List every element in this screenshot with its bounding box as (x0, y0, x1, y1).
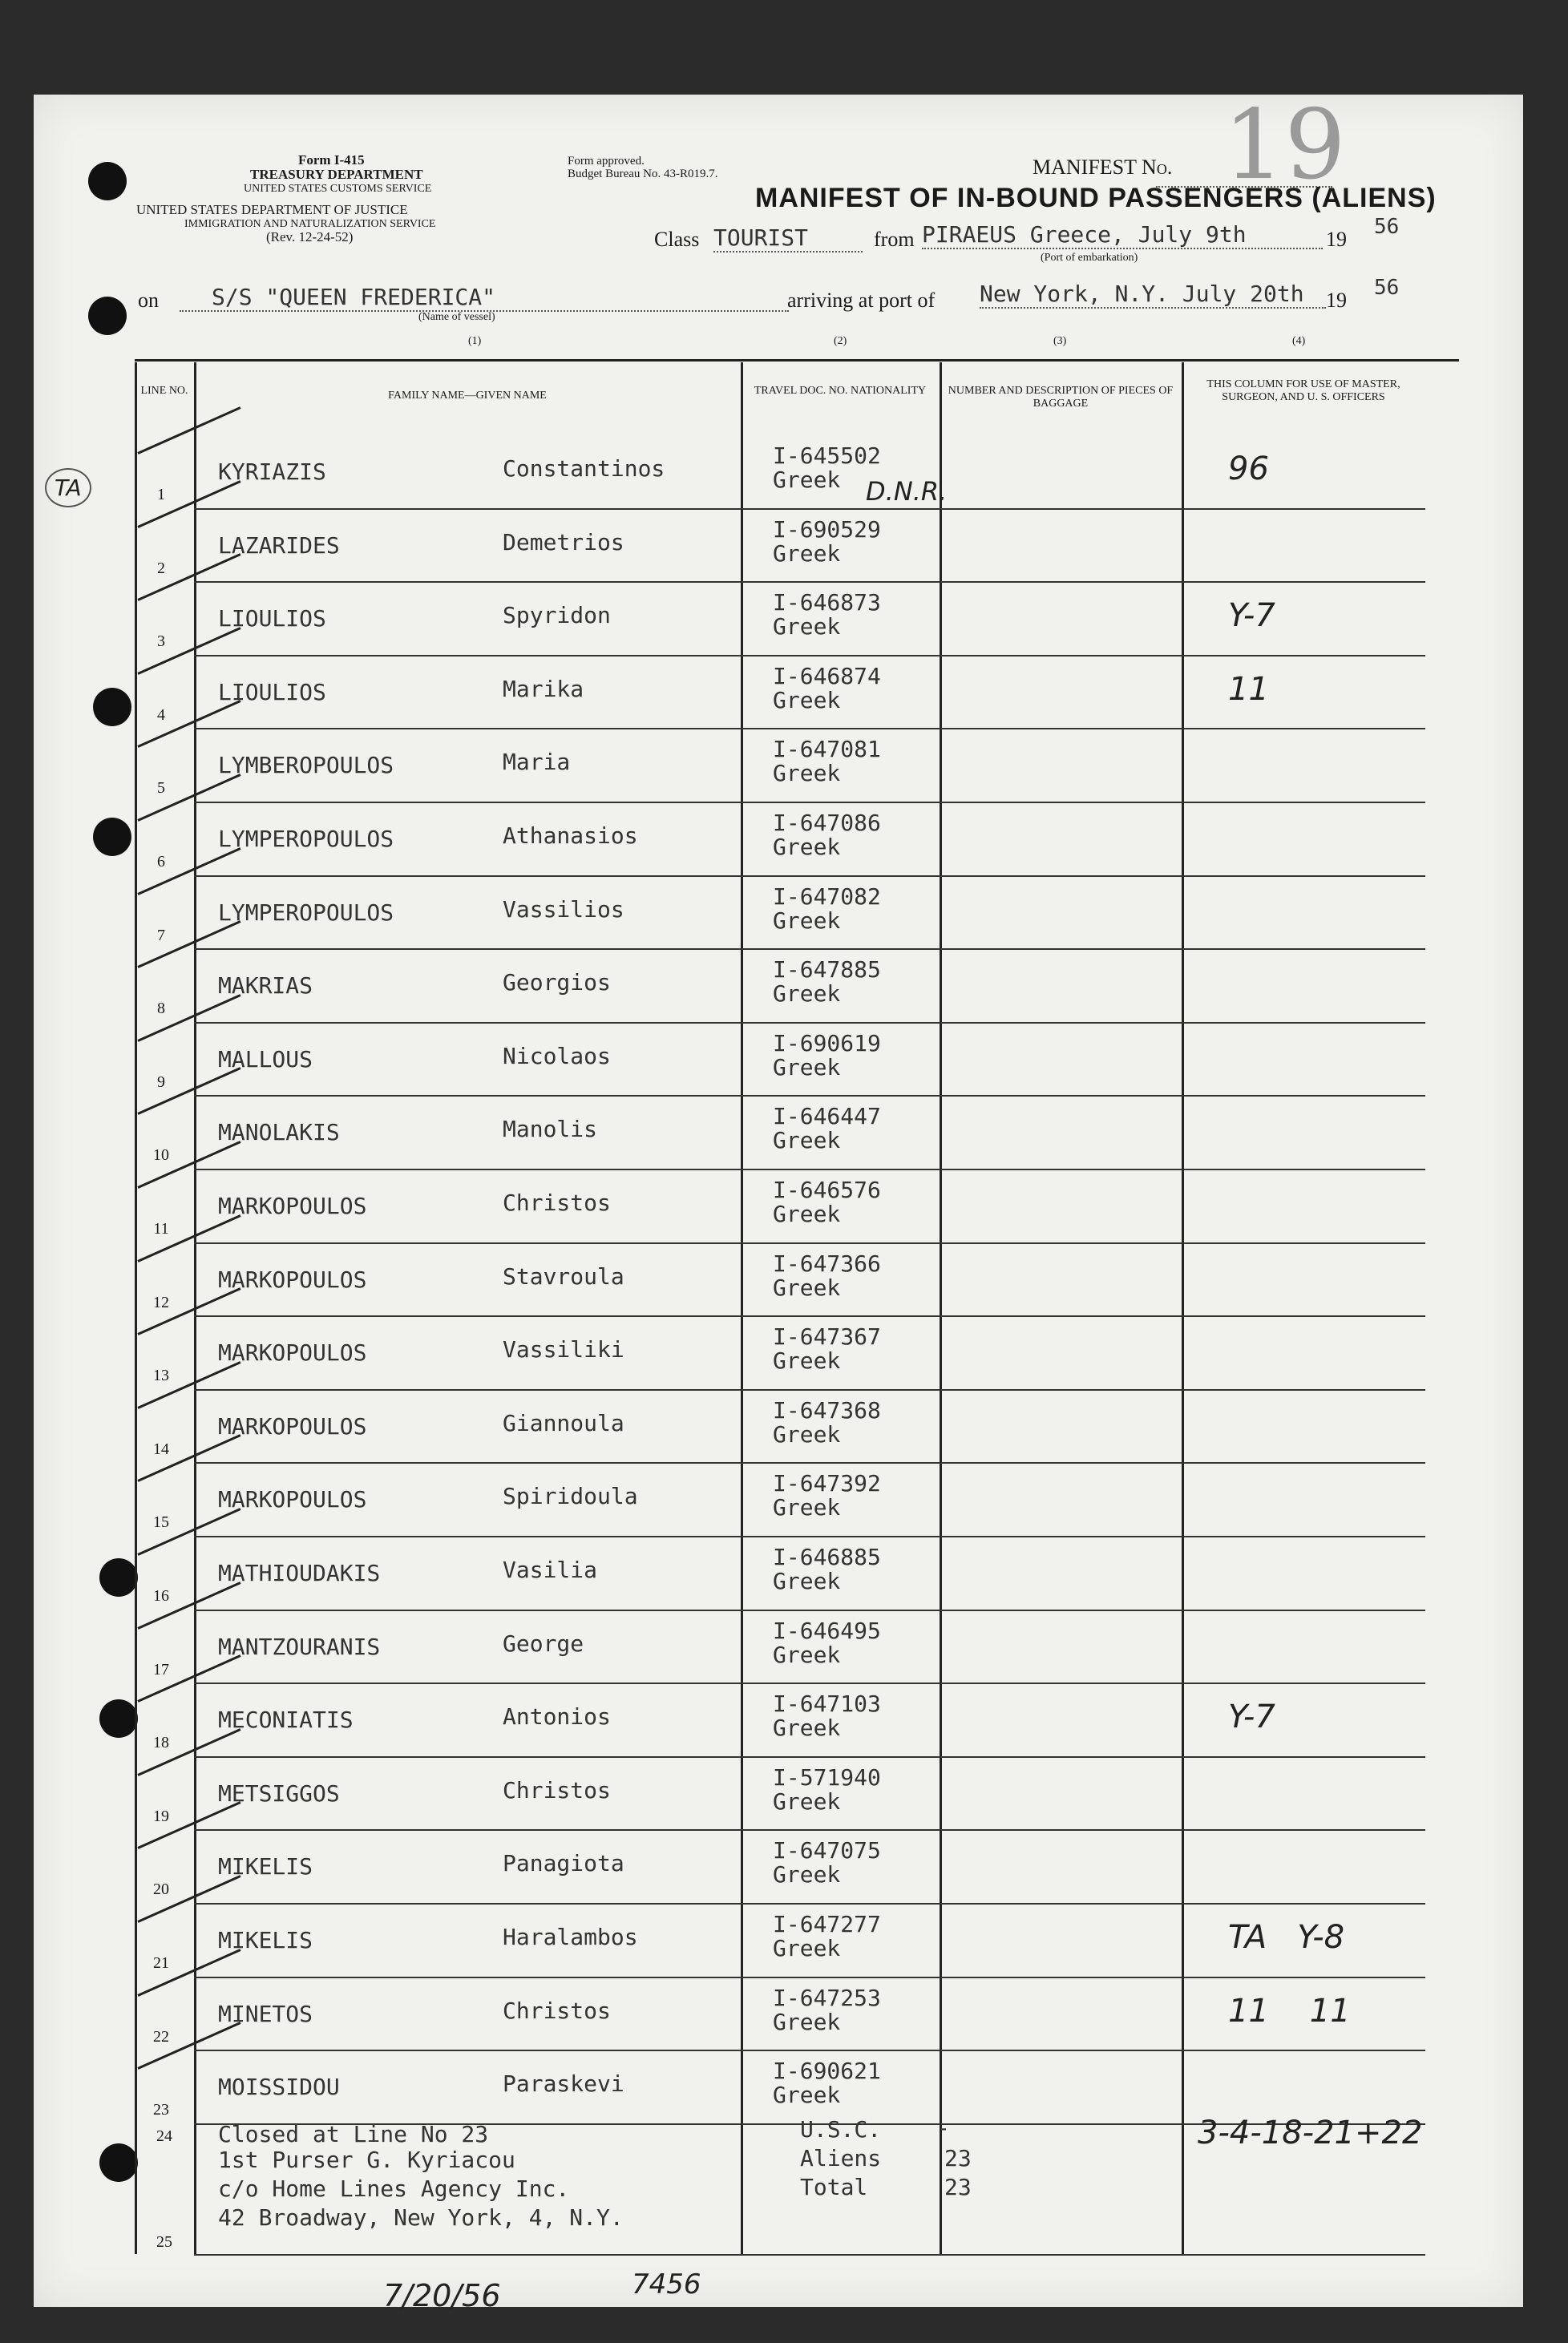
given-name: Nicolaos (503, 1042, 611, 1069)
officer-note: 11 (1228, 670, 1269, 708)
nationality: Greek (773, 1935, 841, 1961)
table-row (153, 1170, 1425, 1244)
line-number: 19 (153, 1807, 169, 1825)
family-name: MARKOPOULOS (218, 1412, 367, 1440)
nationality: Greek (773, 1568, 841, 1594)
given-name: Vasilia (503, 1557, 598, 1583)
line-number: 22 (153, 2027, 169, 2046)
nationality: Greek (773, 980, 841, 1008)
line-number: 11 (153, 1220, 169, 1238)
nationality: Greek (773, 1201, 841, 1227)
nationality: Greek (773, 1641, 841, 1668)
travel-doc-cell (773, 811, 881, 859)
travel-doc-cell (773, 1252, 881, 1300)
family-name: METSIGGOS (218, 1779, 340, 1807)
nationality: Greek (773, 1494, 841, 1521)
vessel-name: S/S "QUEEN FREDERICA" (180, 284, 789, 312)
budget-bureau: Budget Bureau No. 43-R019.7. (568, 168, 718, 180)
punch-hole (93, 688, 131, 726)
nationality: Greek (773, 539, 841, 567)
nationality: Greek (773, 1347, 841, 1375)
handwritten-number: 7456 (632, 2268, 701, 2301)
col-num-3: (3) (1053, 335, 1067, 347)
table-bottom-rule (194, 2254, 1425, 2256)
page-title: MANIFEST OF IN-BOUND PASSENGERS (ALIENS) (755, 183, 1437, 213)
justice-dept: UNITED STATES DEPARTMENT OF JUSTICE (136, 202, 408, 217)
manifest-number: 19 (1223, 90, 1346, 201)
officer-note: Y-7 (1228, 1699, 1275, 1736)
family-name: MARKOPOULOS (218, 1193, 367, 1219)
ins-service: IMMIGRATION AND NATURALIZATION SERVICE (184, 218, 436, 230)
table-row (153, 1391, 1425, 1464)
nationality: Greek (773, 1274, 841, 1301)
travel-doc-cell (773, 1692, 881, 1740)
table-row (153, 1905, 1425, 1978)
family-name: MARKOPOULOS (218, 1266, 367, 1293)
nationality: Greek (773, 1420, 841, 1448)
nationality: Greek (773, 760, 841, 787)
travel-doc-cell (773, 737, 881, 786)
travel-doc-cell (773, 515, 881, 567)
handwritten-lines-note: 3-4-18-21+22 (1198, 2115, 1423, 2151)
table-row (153, 1537, 1425, 1611)
family-name: MINETOS (218, 2000, 313, 2027)
travel-doc-cell (773, 1178, 881, 1226)
line-number: 23 (153, 2101, 169, 2119)
given-name: Haralambos (503, 1924, 638, 1950)
travel-doc-number: I-645502 (773, 442, 881, 469)
travel-doc-cell (773, 1986, 881, 2034)
line-number: 1 (157, 486, 165, 503)
line-number: 10 (153, 1146, 169, 1165)
family-name: LYMBEROPOULOS (218, 752, 394, 779)
line-number: 8 (157, 1000, 165, 1018)
family-name: LIOULIOS (218, 678, 326, 705)
punch-hole (88, 297, 127, 335)
family-name: MIKELIS (218, 1853, 313, 1880)
agency-note: c/o Home Lines Agency Inc. (218, 2175, 570, 2202)
given-name: Marika (503, 675, 584, 702)
ta-stamp: TA (45, 468, 91, 507)
officer-note: 96 (1228, 450, 1269, 487)
travel-doc-number: I-690621 (773, 2058, 881, 2085)
line-number: 18 (153, 1734, 169, 1752)
nationality: Greek (773, 613, 841, 640)
officer-note: Y-7 (1228, 597, 1275, 635)
given-name: Antonios (503, 1703, 611, 1731)
table-row (153, 1758, 1425, 1832)
header-line-no: LINE NO. (140, 385, 188, 397)
given-name: Christos (503, 1776, 611, 1804)
given-name: Vassiliki (503, 1336, 624, 1363)
officer-note: 11 11 (1228, 1992, 1351, 2030)
col-num-2: (2) (834, 335, 847, 347)
travel-doc-number: I-646495 (773, 1617, 881, 1644)
travel-doc-number: I-646885 (773, 1544, 881, 1570)
travel-doc-cell (773, 444, 881, 492)
table-row (153, 1244, 1425, 1318)
travel-doc-cell (773, 1029, 881, 1081)
family-name: MANTZOURANIS (218, 1633, 381, 1660)
nationality: Greek (773, 1715, 841, 1742)
travel-doc-cell (773, 1545, 881, 1594)
line-number: 9 (157, 1073, 165, 1091)
line-number: 7 (157, 926, 165, 944)
grid-border-left (135, 362, 137, 2254)
travel-doc-cell (773, 1396, 881, 1448)
travel-doc-number: I-647081 (773, 736, 881, 763)
travel-doc-cell (773, 1472, 881, 1520)
line-number: 20 (153, 1880, 169, 1899)
travel-doc-cell (773, 1325, 881, 1373)
nationality: Greek (773, 1127, 841, 1154)
line-number: 16 (153, 1587, 169, 1605)
travel-doc-number: I-647075 (773, 1837, 881, 1864)
nationality: Greek (773, 686, 841, 713)
table-row (153, 1684, 1425, 1758)
line-number: 3 (157, 632, 165, 651)
address-note: 42 Broadway, New York, 4, N.Y. (218, 2204, 624, 2231)
officer-note: TA Y-8 (1228, 1919, 1345, 1956)
table-row (153, 1978, 1425, 2052)
line-number: 4 (157, 705, 165, 724)
port-embark-caption: (Port of embarkation) (1041, 252, 1138, 264)
travel-doc-cell (773, 591, 881, 639)
family-name: LIOULIOS (218, 605, 326, 632)
col-num-4: (4) (1292, 335, 1306, 347)
line-number-25: 25 (156, 2233, 172, 2251)
line-number: 14 (153, 1440, 169, 1458)
family-name: MECONIATIS (218, 1707, 354, 1734)
given-name: Athanasios (503, 822, 638, 849)
line-number: 5 (157, 779, 165, 798)
manifest-no-label: MANIFEST No. (1033, 156, 1173, 179)
form-revision: (Rev. 12-24-52) (266, 229, 354, 244)
travel-doc-number: I-647392 (773, 1470, 881, 1497)
punch-hole (88, 162, 127, 200)
family-name: MIKELIS (218, 1927, 313, 1953)
travel-doc-cell (773, 662, 881, 713)
line-number: 13 (153, 1367, 169, 1385)
header-rule (135, 359, 1459, 362)
travel-doc-number: I-571940 (773, 1763, 881, 1791)
travel-doc-cell (773, 1105, 881, 1153)
check-mark (137, 406, 240, 454)
given-name: Panagiota (503, 1850, 624, 1877)
travel-doc-number: I-646873 (773, 589, 881, 616)
form-approved: Form approved. (568, 155, 645, 168)
family-name: LAZARIDES (218, 531, 340, 559)
family-name: MALLOUS (218, 1045, 313, 1073)
given-name: Georgios (503, 969, 611, 996)
header-officers: THIS COLUMN FOR USE OF MASTER, SURGEON, AND U. S. OFFICERS (1206, 378, 1400, 403)
given-name: Stavroula (503, 1262, 624, 1290)
table-row (153, 1831, 1425, 1905)
table-row (153, 1317, 1425, 1391)
given-name: Christos (503, 1997, 611, 2024)
given-name: Giannoula (503, 1409, 624, 1436)
customs-service: UNITED STATES CUSTOMS SERVICE (244, 183, 432, 195)
travel-doc-number: I-647082 (773, 883, 881, 910)
travel-doc-number: I-647103 (773, 1691, 881, 1718)
handwritten-date: 7/20/56 (383, 2278, 501, 2313)
table-row (157, 729, 1425, 803)
usc-label: U.S.C. (800, 2116, 882, 2143)
nationality: Greek (773, 1053, 841, 1081)
from-label: from (874, 228, 915, 251)
travel-doc-cell (773, 1763, 881, 1815)
travel-doc-number: I-647086 (773, 810, 881, 836)
nationality: Greek (773, 2008, 841, 2035)
table-row (157, 803, 1425, 877)
travel-doc-cell (773, 1913, 881, 1961)
travel-doc-number: I-646447 (773, 1103, 881, 1130)
line-number: 21 (153, 1954, 169, 1972)
class-label: Class (654, 228, 700, 251)
passenger-table (55, 362, 1425, 2313)
treasury-dept: TREASURY DEPARTMENT (250, 167, 423, 182)
table-row (157, 436, 1425, 510)
from-value: PIRAEUS Greece, July 9th (922, 221, 1323, 249)
table-row (157, 1024, 1425, 1097)
travel-doc-number: I-646576 (773, 1177, 881, 1203)
travel-doc-number: I-647885 (773, 956, 881, 984)
given-name: Manolis (503, 1116, 598, 1143)
family-name: MATHIOUDAKIS (218, 1560, 381, 1586)
closed-note: Closed at Line No 23 (218, 2121, 489, 2147)
on-label: on (138, 289, 159, 312)
total-value: 23 (944, 2174, 972, 2200)
family-name: LYMPEROPOULOS (218, 899, 394, 926)
nationality: Greek (773, 834, 841, 860)
table-row (157, 950, 1425, 1024)
travel-doc-number: I-646874 (773, 662, 881, 689)
given-name: Constantinos (503, 455, 665, 482)
vessel-caption: (Name of vessel) (418, 311, 495, 323)
given-name: George (503, 1630, 584, 1657)
arriving-label: arriving at port of (787, 289, 936, 312)
travel-doc-number: I-690529 (773, 515, 881, 543)
nationality: Greek (773, 467, 841, 493)
line-number: 6 (157, 853, 165, 871)
given-name: Christos (503, 1190, 611, 1216)
travel-doc-number: I-647366 (773, 1250, 881, 1277)
table-row (157, 583, 1425, 656)
given-name: Spyridon (503, 602, 611, 629)
arr-year: 56 (1374, 276, 1400, 300)
header-name: FAMILY NAME—GIVEN NAME (388, 390, 547, 402)
punch-hole (99, 1699, 138, 1738)
header-travel-doc: TRAVEL DOC. NO. NATIONALITY (754, 385, 927, 397)
travel-doc-cell (773, 2059, 881, 2107)
nationality: Greek (773, 1861, 841, 1889)
table-row (157, 656, 1425, 730)
line-number-24: 24 (156, 2127, 172, 2145)
given-name: Maria (503, 749, 571, 776)
travel-doc-cell (773, 885, 881, 933)
dnr-mark: D.N.R. (866, 476, 948, 507)
travel-doc-number: I-647368 (773, 1396, 881, 1424)
table-row (153, 1464, 1425, 1537)
family-name: MARKOPOULOS (218, 1339, 367, 1367)
arr-year-prefix: 19 (1326, 289, 1347, 312)
given-name: Paraskevi (503, 2070, 624, 2098)
class-value: TOURIST (713, 224, 863, 252)
nationality: Greek (773, 2082, 841, 2109)
arriving-value: New York, N.Y. July 20th (980, 281, 1326, 309)
family-name: MAKRIAS (218, 972, 313, 1000)
col-num-1: (1) (468, 335, 482, 347)
form-number: Form I-415 (298, 152, 365, 168)
family-name: MARKOPOULOS (218, 1486, 367, 1513)
aliens-label: Aliens (800, 2145, 882, 2171)
purser-note: 1st Purser G. Kyriacou (218, 2147, 515, 2173)
from-year-prefix: 19 (1326, 228, 1347, 251)
total-label: Total (800, 2174, 868, 2200)
table-row (157, 877, 1425, 951)
travel-doc-number: I-647253 (773, 1984, 881, 2011)
family-name: KYRIAZIS (218, 459, 326, 485)
table-row (153, 1097, 1425, 1170)
punch-hole (93, 818, 131, 856)
given-name: Demetrios (503, 528, 624, 555)
punch-hole (99, 2143, 138, 2182)
table-row (157, 510, 1425, 584)
line-number: 15 (153, 1513, 169, 1532)
header-baggage: NUMBER AND DESCRIPTION OF PIECES OF BAGGAGE (948, 385, 1174, 410)
family-name: MANOLAKIS (218, 1119, 340, 1146)
travel-doc-cell (773, 1839, 881, 1887)
given-name: Spiridoula (503, 1483, 638, 1510)
line-number: 2 (157, 559, 165, 577)
nationality: Greek (773, 907, 841, 934)
punch-hole (99, 1558, 138, 1597)
family-name: MOISSIDOU (218, 2074, 340, 2101)
nationality: Greek (773, 1788, 841, 1815)
given-name: Vassilios (503, 895, 624, 923)
from-year: 56 (1374, 215, 1400, 239)
family-name: LYMPEROPOULOS (218, 826, 394, 852)
line-number: 12 (153, 1293, 169, 1311)
table-row (153, 1611, 1425, 1685)
travel-doc-cell (773, 958, 881, 1006)
travel-doc-cell (773, 1619, 881, 1667)
travel-doc-number: I-647277 (773, 1911, 881, 1937)
usc-value: - (936, 2115, 950, 2141)
aliens-value: 23 (944, 2145, 972, 2171)
travel-doc-number: I-647367 (773, 1323, 881, 1351)
travel-doc-number: I-690619 (773, 1029, 881, 1056)
line-number: 17 (153, 1660, 169, 1678)
